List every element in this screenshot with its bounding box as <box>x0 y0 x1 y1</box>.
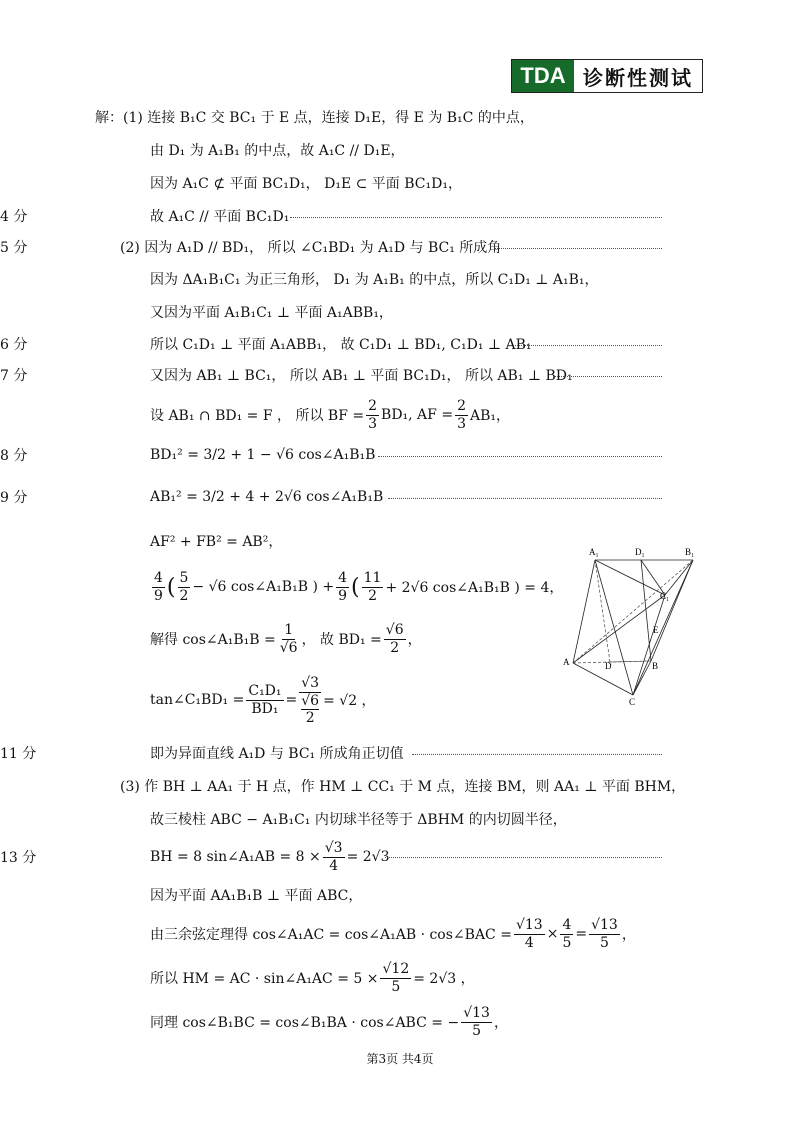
solution-line-17: 即为异面直线 A₁D 与 BC₁ 所成角正切值 <box>150 746 404 762</box>
solution-line-11: BD₁² = 3/2 + 1 − √6 cos∠A₁B₁B <box>150 447 376 463</box>
brand-logo <box>511 59 703 93</box>
fraction: $\frac{√13}{5}$ <box>463 1004 490 1039</box>
solution-line-4: 故 A₁C // 平面 BC₁D₁ <box>150 209 290 225</box>
solution-line-21: 因为平面 AA₁B₁B ⊥ 平面 ABC， <box>150 888 363 904</box>
score-4: 4 分 <box>0 209 28 225</box>
label-E: E <box>653 625 659 635</box>
solution-line-5: (2) 因为 A₁D // BD₁， 所以 ∠C₁BD₁ 为 A₁D 与 BC₁ 所成角 <box>120 240 502 256</box>
fraction: $\frac{\text{C₁D₁}}{\text{BD₁}}$ <box>248 682 282 717</box>
label-D1: D₁ <box>635 547 645 557</box>
label-D: D <box>605 661 612 671</box>
fraction: $\frac{√6}{2}$ <box>385 621 404 656</box>
fraction: √3 √6 2 <box>301 674 320 726</box>
fraction: $\frac{4}{9}$ <box>338 569 348 604</box>
solution-line-8: 所以 C₁D₁ ⊥ 平面 A₁ABB₁， 故 C₁D₁ ⊥ BD₁, C₁D₁ ⊥ AB₁ <box>150 337 532 353</box>
solution-line-19: 故三棱柱 ABC − A₁B₁C₁ 内切球半径等于 ΔBHM 的内切圆半径， <box>150 812 567 828</box>
page-footer: 第3页 共4页 <box>366 1052 434 1066</box>
solution-line-9: 又因为 AB₁ ⊥ BC₁， 所以 AB₁ ⊥ 平面 BC₁D₁， 所以 AB₁ ⊥ BD₁ <box>150 368 573 384</box>
score-7: 7 分 <box>0 368 28 384</box>
score-8: 8 分 <box>0 448 28 464</box>
fraction: $\frac{2}{3}$ <box>368 397 378 432</box>
solution-line-14: $\frac{4}{9}$ ( $\frac{5}{2}$ − √6 cos∠A₁B₁B ) + $\frac{4}{9}$ ( $\frac{11}{2}$ + 2√6 cos∠A₁B₁B ) = 4， <box>154 569 564 604</box>
fraction: $\frac{√13}{5}$ <box>591 916 618 951</box>
label-C: C <box>629 697 636 707</box>
solution-line-24: 同理 cos∠B₁BC = cos∠B₁BA · cos∠ABC = − $\frac{√13}{5}$ ， <box>150 1004 508 1039</box>
solution-line-18: (3) 作 BH ⊥ AA₁ 于 H 点，作 HM ⊥ CC₁ 于 M 点，连接 BM，则 AA₁ ⊥ 平面 BHM， <box>120 779 686 795</box>
solution-line-6: 因为 ΔA₁B₁C₁ 为正三角形， D₁ 为 A₁B₁ 的中点，所以 C₁D₁ ⊥ A₁B₁， <box>150 272 599 288</box>
solution-line-3: 因为 A₁C ⊄ 平面 BC₁D₁， D₁E ⊂ 平面 BC₁D₁， <box>150 176 462 192</box>
solution-line-23: 所以 HM = AC · sin∠A₁AC = 5 × $\frac{√12}{5}$ = 2√3 ， <box>150 960 475 995</box>
solution-line-2: 由 D₁ 为 A₁B₁ 的中点，故 A₁C // D₁E， <box>150 143 405 159</box>
label-C1: C₁ <box>660 591 670 601</box>
solution-line-7: 又因为平面 A₁B₁C₁ ⊥ 平面 A₁ABB₁， <box>150 305 393 321</box>
prism-figure <box>555 545 705 710</box>
fraction: $\frac{√3}{4}$ <box>324 839 343 874</box>
score-11: 11 分 <box>0 746 37 762</box>
solution-line-13: AF² + FB² = AB²， <box>150 534 283 550</box>
fraction: $\frac{1}{√6}$ <box>279 621 298 656</box>
label-B: B <box>652 661 659 671</box>
label-A: A <box>563 657 570 667</box>
solution-line-12: AB₁² = 3/2 + 4 + 2√6 cos∠A₁B₁B <box>150 489 384 505</box>
label-A1: A₁ <box>589 547 599 557</box>
score-9: 9 分 <box>0 490 28 506</box>
fraction: $\frac{√12}{5}$ <box>382 960 410 995</box>
solution-line-20: BH = 8 sin∠A₁AB = 8 × $\frac{√3}{4}$ = 2√3 <box>150 839 390 874</box>
solution-line-15: 解得 cos∠A₁B₁B = $\frac{1}{√6}$ ， 故 BD₁ = $\frac{√6}{2}$ ， <box>150 621 422 656</box>
score-5: 5 分 <box>0 240 28 256</box>
fraction: $\frac{2}{3}$ <box>457 397 466 432</box>
score-6: 6 分 <box>0 337 28 353</box>
logo-tda: TDA <box>512 60 574 92</box>
fraction: $\frac{4}{9}$ <box>154 569 163 604</box>
solution-line-22: 由三余弦定理得 cos∠A₁AC = cos∠A₁AB · cos∠BAC = $\frac{√13}{4}$ × $\frac{4}{5}$ = $\frac{√13}{5}$ ， <box>150 916 636 951</box>
logo-title: 诊断性测试 <box>583 65 693 90</box>
solution-line-1: 解：(1) 连接 B₁C 交 BC₁ 于 E 点，连接 D₁E，得 E 为 B₁C 的中点， <box>95 110 534 126</box>
fraction: $\frac{4}{5}$ <box>562 916 572 951</box>
fraction: $\frac{√13}{4}$ <box>515 916 543 951</box>
score-13: 13 分 <box>0 850 37 866</box>
solution-line-16: tan∠C₁BD₁ = $\frac{\text{C₁D₁}}{\text{BD₁}}$ = √3 √6 2 = √2 ， <box>150 674 376 726</box>
solution-line-10: 设 AB₁ ∩ BD₁ = F ， 所以 BF = $\frac{2}{3}$ BD₁, AF = $\frac{2}{3}$ AB₁， <box>150 397 510 432</box>
fraction: $\frac{11}{2}$ <box>363 569 382 604</box>
label-B1: B₁ <box>685 547 695 557</box>
fraction: $\frac{5}{2}$ <box>179 569 189 604</box>
